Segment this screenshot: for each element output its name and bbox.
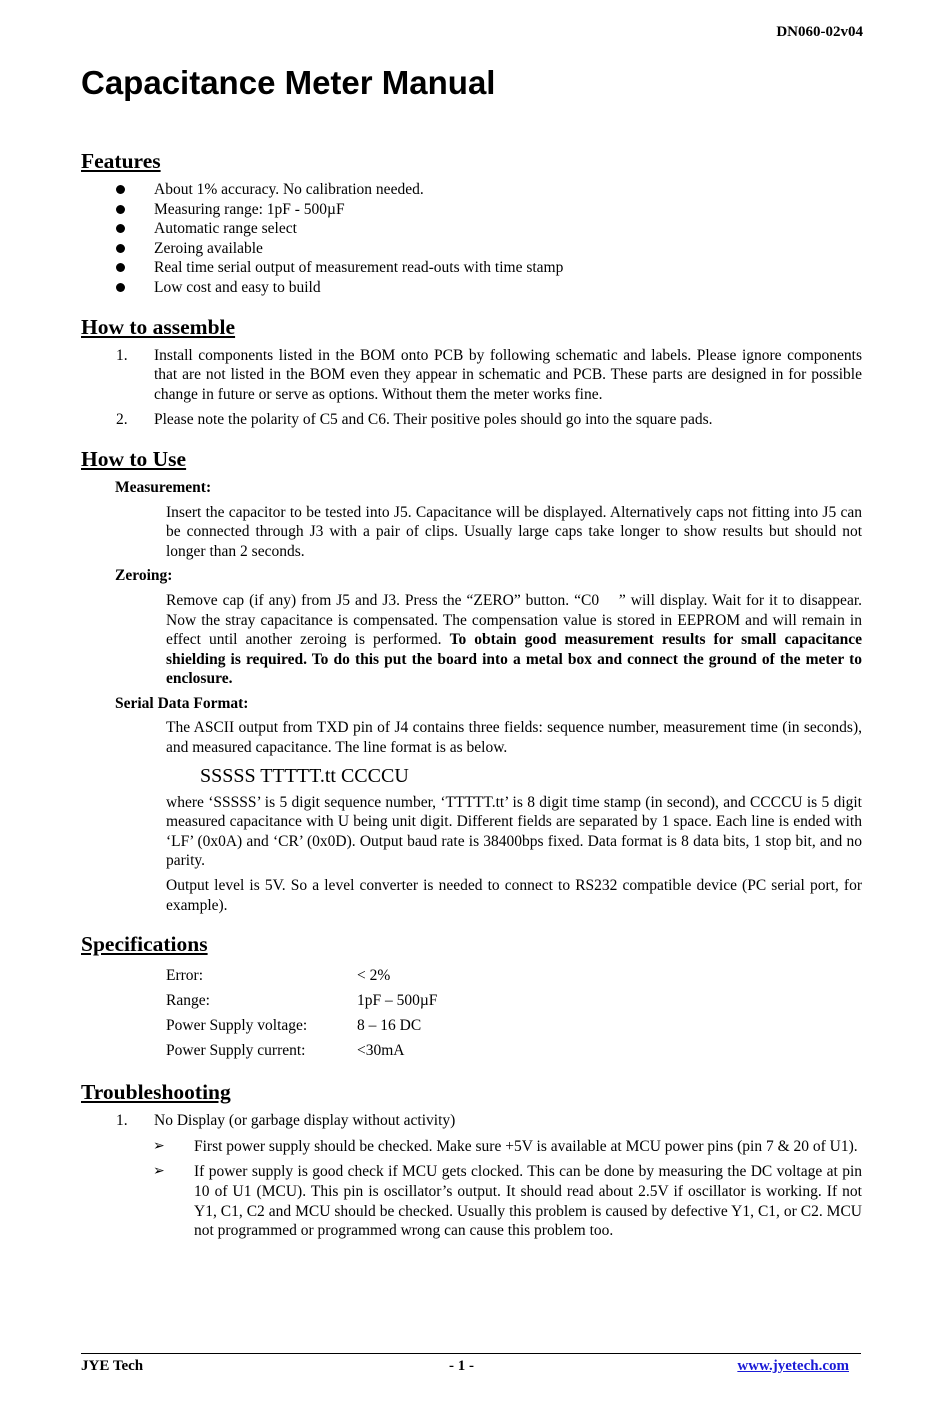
spec-row [166,1038,862,1063]
assemble-step: 1. Install components listed in the BOM onto PCB by following schematic and labels. Please ignore components that are not listed in the BOM even they appear in schematic and PCB. These parts are designed in for possible change in future or serve as options. Without them the meter works fine. [116,346,862,403]
spec-row [166,963,862,988]
specs-section [81,931,862,1063]
measurement-label: Measurement: [115,478,212,496]
trouble-list [81,1111,862,1131]
assemble-step: 2. Please note the polarity of C5 and C6. Their positive poles should go into the square pads. [116,411,713,429]
bullet-icon [116,224,125,233]
step-number: 1. [116,346,128,364]
arrow-bullet-icon: ➢ [153,1163,165,1180]
assemble-section [81,314,862,430]
document-body [81,148,866,1257]
bullet-icon [116,205,125,214]
feature-item: Measuring range: 1pF - 500µF [81,200,862,220]
bullet-icon [116,244,125,253]
document-id: DN060-02v04 [776,24,863,40]
use-section [81,446,866,915]
spec-key: Power Supply current: [166,1041,306,1059]
features-section [81,148,862,298]
spec-value: < 2% [357,966,391,984]
trouble-checks [81,1137,862,1241]
zeroing-bold-note: To obtain good measurement results for small capacitance shielding is required. To do this put the board into a metal box and connect the ground of the meter to enclosure. [166,631,862,688]
serial-label: Serial Data Format: [115,694,249,712]
trouble-section [81,1079,862,1241]
spec-key: Error: [166,966,204,984]
trouble-check: ➢ First power supply should be checked. Make sure +5V is available at MCU power pins (pin 7 & 20 of U1). [153,1137,858,1155]
trouble-item: 1. No Display (or garbage display without activity) [116,1112,456,1130]
footer-website-link[interactable]: www.jyetech.com [737,1358,849,1374]
spec-value: <30mA [357,1041,405,1059]
bullet-icon [116,263,125,272]
spec-key: Power Supply voltage: [166,1016,308,1034]
bullet-icon [116,283,125,292]
feature-item: Real time serial output of measurement read-outs with time stamp [81,258,862,278]
assemble-steps [81,346,862,430]
footer-divider [81,1353,861,1354]
specs-heading: Specifications [81,932,208,957]
footer-company: JYE Tech [81,1358,144,1374]
trouble-heading: Troubleshooting [81,1080,231,1105]
bullet-icon [116,185,125,194]
feature-item: Automatic range select [81,219,862,239]
spec-value: 1pF – 500µF [357,991,438,1009]
measurement-text: Insert the capacitor to be tested into J5. Capacitance will be displayed. Alternatively caps not fitting into J5 can be connected through J3 with a pair of clips. Usually large caps take longer to show results but should not longer than 2 seconds. [166,503,862,560]
features-heading: Features [81,149,161,173]
spec-row [166,1013,862,1038]
page-title: Capacitance Meter Manual [81,64,496,101]
feature-item: Zeroing available [81,239,862,259]
spec-row [166,988,862,1013]
assemble-heading: How to assemble [81,314,236,339]
use-heading: How to Use [81,446,187,471]
spec-key: Range: [166,991,210,1009]
features-list [81,180,862,298]
serial-explain: where ‘SSSSS’ is 5 digit sequence number, ‘TTTTT.tt’ is 8 digit time stamp (in second), and CCCCU is 5 digit measured capacitance with U being unit digit. Different fields are separated by 1 space. Each line is ended with ‘LF’ (0x0A) and ‘CR’ (0x0D). Output baud rate is 38400bps fixed. Data format is 8 data bits, 1 stop bit, and no parity. [166,793,862,870]
step-number: 2. [116,411,128,429]
serial-output-note: Output level is 5V. So a level converter is needed to connect to RS232 compatible device (PC serial port, for example). [166,877,862,914]
spec-value: 8 – 16 DC [357,1016,422,1034]
serial-format-line: SSSSS TTTTT.tt CCCCU [200,764,409,787]
footer-page-number: - 1 - [449,1358,474,1374]
zeroing-label: Zeroing: [115,567,173,585]
trouble-number: 1. [116,1112,128,1130]
zeroing-text: Remove cap (if any) from J5 and J3. Press the “ZERO” button. “C0 ” will display. Wait for it to disappear. Now the stray capacitance is compensated. The compensation value is stored in EEPROM and will remain in effect until another zeroing is performed. To obtain good measurement results for small capacitance shielding is required. To do this put the board into a metal box and connect the ground of the meter to enclosure. [166,591,866,688]
serial-intro: The ASCII output from TXD pin of J4 contains three fields: sequence number, measurement time (in seconds), and measured capacitance. The line format is as below. [166,719,862,757]
trouble-check: ➢ If power supply is good check if MCU gets clocked. This can be done by measuring the DC voltage at pin 10 of U1 (MCU). This pin is oscillator’s output. It should read about 2.5V if oscillator is working. If not Y1, C1, C2 and MCU should be checked. Usually this problem is caused by defective Y1, C1, or C2. MCU not programmed or programmed wrong can cause this problem too. [153,1163,862,1240]
feature-item: Low cost and easy to build [81,278,862,298]
specs-table [166,963,862,1063]
arrow-bullet-icon: ➢ [153,1137,165,1154]
feature-item: About 1% accuracy. No calibration needed. [81,180,862,200]
